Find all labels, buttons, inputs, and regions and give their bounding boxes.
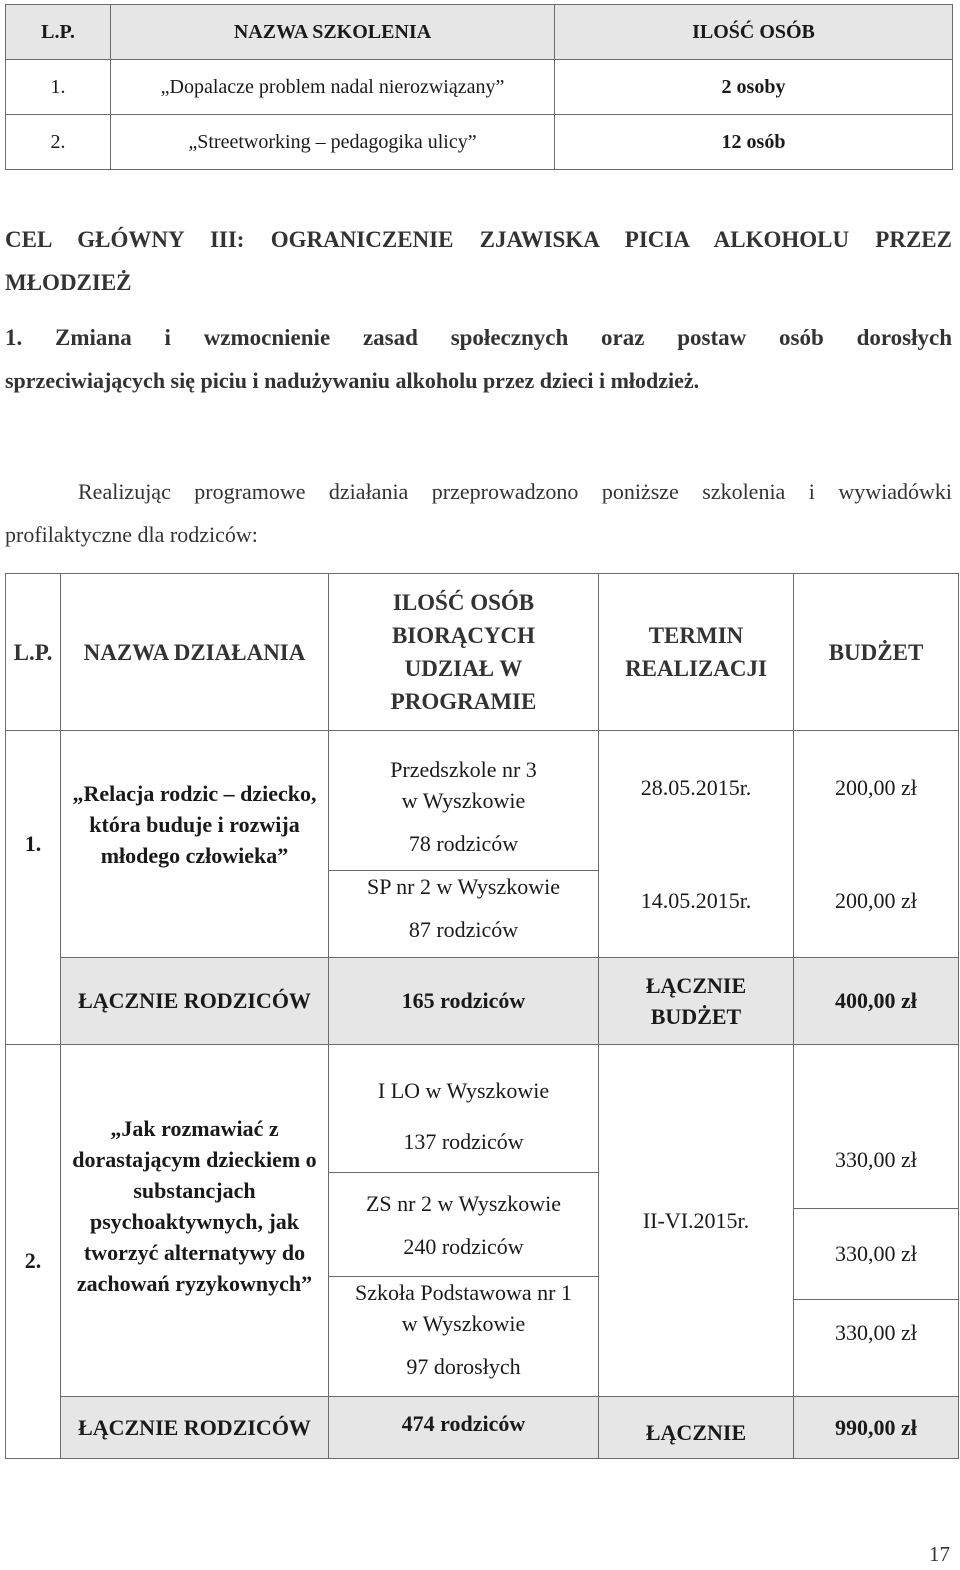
table-header-row (6, 5, 953, 60)
total-label: ŁĄCZNIE RODZICÓW (61, 1397, 329, 1459)
header-term: TERMIN REALIZACJI (599, 574, 794, 731)
header-budget: BUDŻET (794, 574, 959, 731)
page-number: 17 (929, 1542, 950, 1566)
budget-cell (794, 731, 959, 958)
participants-cell (329, 731, 599, 958)
row-lp: 1. (6, 731, 61, 958)
budget-value: 200,00 zł (835, 774, 917, 800)
objective-line2: sprzeciwiających się piciu i nadużywaniu alkoholu przez dzieci i młodzież. (5, 368, 700, 393)
trainings-table (5, 4, 953, 170)
term-cell (599, 731, 794, 958)
row-lp: 1. (6, 60, 111, 115)
header-lp: L.P. (6, 574, 61, 731)
school-entry: Szkoła Podstawowa nr 1 w Wyszkowie 97 dorosłych (329, 1276, 598, 1382)
total-budget-label: ŁĄCZNIE (599, 1397, 794, 1459)
header-activity-name: NAZWA DZIAŁANIA (61, 574, 329, 731)
total-row (6, 958, 959, 1045)
header-people-count: ILOŚĆ OSÓB (555, 5, 953, 60)
budget-value: 200,00 zł (835, 887, 917, 913)
objective-line1: 1. Zmiana i wzmocnienie zasad społecznych oraz postaw osób dorosłych (5, 325, 952, 350)
total-budget: 990,00 zł (794, 1397, 959, 1459)
budget-value: 330,00 zł (794, 1208, 958, 1299)
total-budget: 400,00 zł (794, 958, 959, 1045)
table-row (6, 731, 959, 958)
budget-cell (794, 1045, 959, 1397)
total-row (6, 1397, 959, 1459)
table-row (6, 1045, 959, 1397)
participants-cell (329, 1045, 599, 1397)
activity-name: „Relacja rodzic – dziecko, która buduje i rozwija młodego człowieka” (61, 731, 329, 958)
school-entry: SP nr 2 w Wyszkowie 87 rodziców (329, 870, 598, 945)
row-people-count: 12 osób (555, 115, 953, 170)
total-count: 474 rodziców (329, 1397, 599, 1459)
school-entry: Przedszkole nr 3 w Wyszkowie 78 rodziców (390, 757, 537, 856)
table-row (6, 60, 953, 115)
goal-heading-line2: MŁODZIEŻ (5, 270, 132, 295)
school-entry: ZS nr 2 w Wyszkowie 240 rodziców (329, 1172, 598, 1276)
goal-heading-line1: CEL GŁÓWNY III: OGRANICZENIE ZJAWISKA PICIA ALKOHOLU PRZEZ (5, 227, 952, 252)
budget-value: 330,00 zł (835, 1146, 917, 1172)
total-budget-label: ŁĄCZNIE BUDŻET (599, 958, 794, 1045)
row-training-name: „Dopalacze problem nadal nierozwiązany” (111, 60, 555, 115)
term-date: 14.05.2015r. (640, 887, 752, 913)
header-lp: L.P. (6, 5, 111, 60)
row-lp: 2. (6, 115, 111, 170)
term-date: II-VI.2015r. (599, 1045, 794, 1397)
intro-line2: profilaktyczne dla rodziców: (5, 522, 258, 547)
term-date: 28.05.2015r. (640, 774, 752, 800)
header-participants: ILOŚĆ OSÓB BIORĄCYCH UDZIAŁ W PROGRAMIE (329, 574, 599, 731)
row-training-name: „Streetworking – pedagogika ulicy” (111, 115, 555, 170)
table-header-row (6, 574, 959, 731)
activity-name: „Jak rozmawiać z dorastającym dzieckiem o substancjach psychoaktywnych, jak tworzyć alternatywy do zachowań ryzykownych” (61, 1045, 329, 1397)
row-people-count: 2 osoby (555, 60, 953, 115)
total-label: ŁĄCZNIE RODZICÓW (61, 958, 329, 1045)
budget-value: 330,00 zł (794, 1299, 958, 1346)
row-lp: 2. (6, 1045, 61, 1397)
table-row (6, 115, 953, 170)
school-entry: I LO w Wyszkowie 137 rodziców (377, 1077, 550, 1154)
total-count: 165 rodziców (329, 958, 599, 1045)
header-training-name: NAZWA SZKOLENIA (111, 5, 555, 60)
intro-line1: Realizując programowe działania przeprowadzono poniższe szkolenia i wywiadówki (78, 479, 952, 504)
activities-table (5, 573, 959, 1459)
